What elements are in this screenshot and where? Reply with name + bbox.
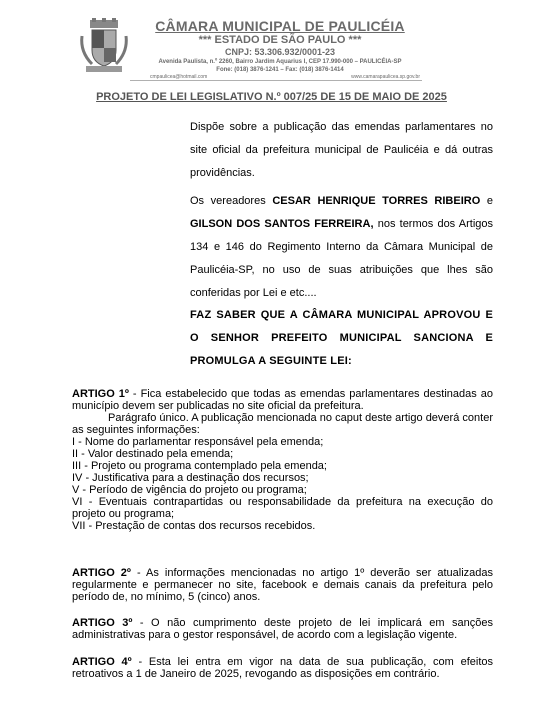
artigo-4 <box>72 656 493 680</box>
vereadores-prefix: Os vereadores <box>190 195 273 207</box>
ementa-paragraph: Dispõe sobre a publicação das emendas parlamentares no site oficial da prefeitura municipal de Paulicéia e dá outras providências. <box>190 121 493 179</box>
website-link[interactable]: www.camarapaulicea.sp.gov.br <box>351 74 420 80</box>
list-item: IV - Justificativa para a destinação dos recursos; <box>72 472 309 484</box>
vereadores-rest: nos termos dos Artigos 134 e 146 do Regimento Interno da Câmara Municipal de Paulicéia-SP, no uso de suas atribuições que lhes são conferidas por Lei e etc.... <box>190 218 494 299</box>
cnpj-number: CNPJ: 53.306.932/0001-23 <box>224 47 336 57</box>
artigo-4-label: ARTIGO 4º <box>72 656 132 668</box>
email-link[interactable]: cmpaulicea@hotmail.com <box>150 74 208 80</box>
faz-saber-paragraph: FAZ SABER QUE A CÂMARA MUNICIPAL APROVOU E O SENHOR PREFEITO MUNICIPAL SANCIONA E PROMULGA A SEGUINTE LEI: <box>190 309 493 367</box>
state-name: *** ESTADO DE SÃO PAULO *** <box>198 34 362 46</box>
vereadores-paragraph <box>190 190 493 305</box>
artigo-3-label: ARTIGO 3º <box>72 617 133 629</box>
list-item: III - Projeto ou programa contemplado pela emenda; <box>72 460 327 472</box>
vereador-name-2: GILSON DOS SANTOS FERREIRA, <box>190 218 374 230</box>
header-divider <box>130 80 422 81</box>
project-title: PROJETO DE LEI LEGISLATIVO N.º 007/25 DE 15 DE MAIO DE 2025 <box>96 91 447 103</box>
artigo-3 <box>72 617 493 641</box>
artigo-2-text: - As informações mencionadas no artigo 1º deverão ser atualizadas regularmente e permanecer no site, facebook e demais canais da prefeitura pelo período de, no mínimo, 5 (cinco) anos. <box>72 567 493 603</box>
artigo-3-text: - O não cumprimento deste projeto de lei implicará em sanções administrativas para o gestor responsável, de acordo com a legislação vigente. <box>72 617 493 641</box>
artigo-2 <box>72 567 493 603</box>
artigo-1 <box>72 388 493 532</box>
letterhead <box>0 0 543 84</box>
paragrafo-unico: Parágrafo único. A publicação mencionada no caput deste artigo deverá conter as seguintes informações: <box>72 412 493 436</box>
vereador-name-1: CESAR HENRIQUE TORRES RIBEIRO <box>272 195 481 207</box>
list-item: V - Período de vigência do projeto ou programa; <box>72 484 307 496</box>
artigo-1-items <box>72 436 493 532</box>
list-item: II - Valor destinado pela emenda; <box>72 448 234 460</box>
artigo-2-label: ARTIGO 2º <box>72 567 131 579</box>
artigo-4-text: - Esta lei entra em vigor na data de sua publicação, com efeitos retroativos a 1 de Janeiro de 2025, revogando as disposições em contrário. <box>72 656 494 680</box>
list-item: VI - Eventuais contrapartidas ou responsabilidade da prefeitura na execução do projeto ou programa; <box>72 496 493 520</box>
chamber-name: CÂMARA MUNICIPAL DE PAULICÉIA <box>155 18 405 34</box>
vereadores-connector: e <box>480 195 493 207</box>
artigo-1-text: - Fica estabelecido que todas as emendas parlamentares destinadas ao município devem ser publicadas no site oficial da prefeitura. <box>72 388 493 412</box>
address: Avenida Paulista, n.º 2260, Bairro Jardim Aquarius I, CEP 17.990-000 – PAULICÉIA-SP <box>158 59 402 65</box>
list-item: VII - Prestação de contas dos recursos recebidos. <box>72 520 316 532</box>
phone-fax: Fone: (018) 3876-1241 – Fax: (018) 3876-1414 <box>216 67 344 73</box>
list-item: I - Nome do parlamentar responsável pela emenda; <box>72 436 324 448</box>
artigo-1-label: ARTIGO 1º <box>72 388 129 400</box>
letterhead-text <box>130 18 430 74</box>
